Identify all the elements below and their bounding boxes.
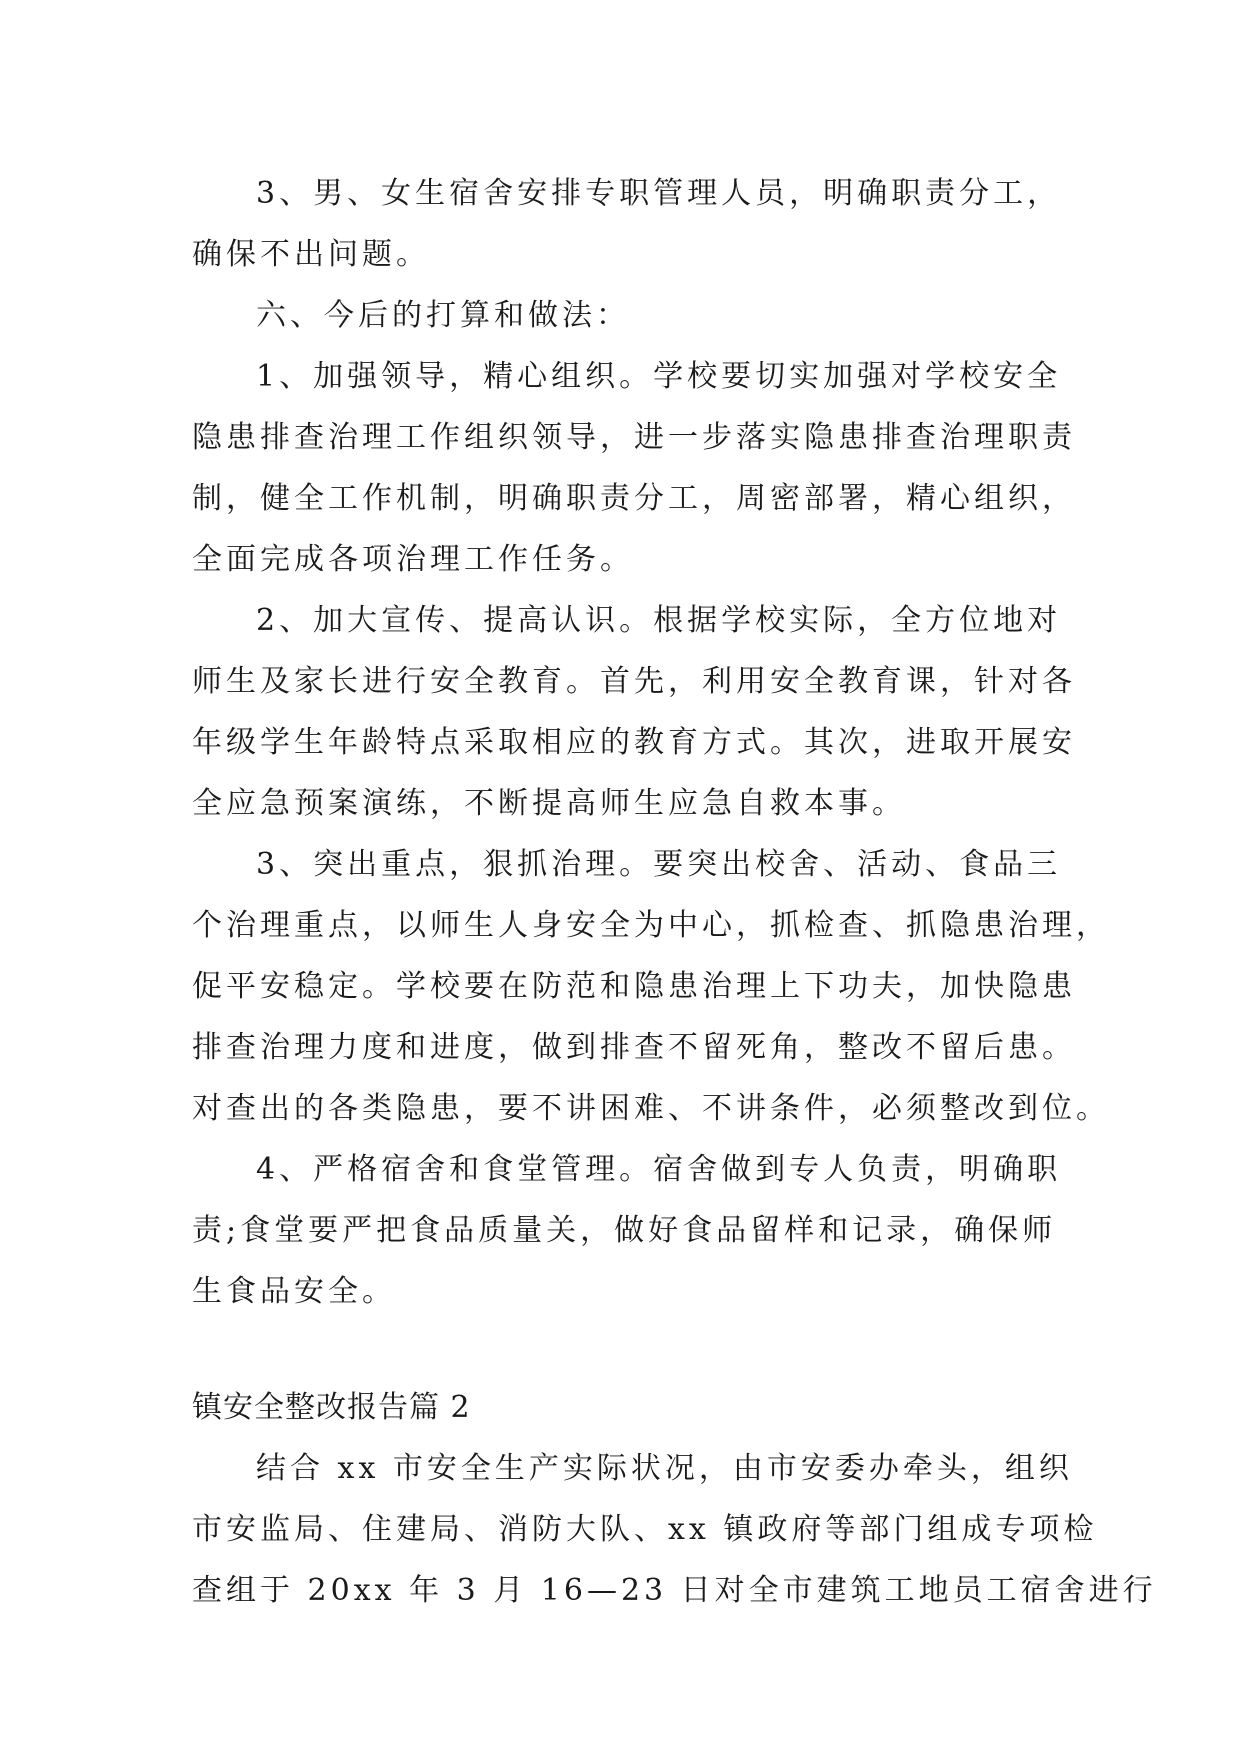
text-line: 促平安稳定。学校要在防范和隐患治理上下功夫，加快隐患 [192, 969, 1076, 1004]
text-line: 3、男、女生宿舍安排专职管理人员，明确职责分工， [256, 176, 1062, 211]
paragraph-publicity [192, 590, 1076, 834]
text-line: 结合 xx 市安全生产实际状况，由市安委办牵头，组织 [256, 1451, 1073, 1486]
text-line: 生食品安全。 [192, 1274, 396, 1309]
section-spacer [192, 1322, 1062, 1377]
text-line: 排查治理力度和进度，做到排查不留死角，整改不留后患。 [192, 1030, 1076, 1065]
text-line: 确保不出问题。 [192, 237, 430, 272]
text-line: 全面完成各项治理工作任务。 [192, 542, 634, 577]
text-line: 年级学生年龄特点采取相应的教育方式。其次，进取开展安 [192, 725, 1076, 760]
paragraph-key-points [192, 834, 1110, 1139]
section-heading-future-plans: 六、今后的打算和做法： [256, 298, 630, 333]
text-line: 对查出的各类隐患，要不讲困难、不讲条件，必须整改到位。 [192, 1091, 1110, 1126]
text-line: 隐患排查治理工作组织领导，进一步落实隐患排查治理职责 [192, 420, 1076, 455]
text-line: 师生及家长进行安全教育。首先，利用安全教育课，针对各 [192, 664, 1076, 699]
text-line: 3、突出重点，狠抓治理。要突出校舍、活动、食品三 [256, 847, 1062, 882]
text-line: 制，健全工作机制，明确职责分工，周密部署，精心组织， [192, 481, 1076, 516]
text-line: 4、严格宿舍和食堂管理。宿舍做到专人负责，明确职 [256, 1152, 1062, 1187]
document-body [192, 163, 1157, 1621]
paragraph-leadership [192, 346, 1076, 590]
text-line: 2、加大宣传、提高认识。根据学校实际，全方位地对 [256, 603, 1062, 638]
paragraph-dormitory-management [192, 163, 1062, 285]
paragraph-dormitory-canteen [192, 1139, 1062, 1322]
section-title-report-2: 镇安全整改报告篇 2 [192, 1390, 471, 1425]
text-line: 全应急预案演练，不断提高师生应急自救本事。 [192, 786, 906, 821]
text-line: 市安监局、住建局、消防大队、xx 镇政府等部门组成专项检 [192, 1512, 1098, 1547]
text-line: 责;食堂要严把食品质量关，做好食品留样和记录，确保师 [192, 1213, 1057, 1248]
paragraph-inspection [192, 1438, 1157, 1621]
text-line: 查组于 20xx 年 3 月 16—23 日对全市建筑工地员工宿舍进行 [192, 1573, 1157, 1608]
text-line: 1、加强领导，精心组织。学校要切实加强对学校安全 [256, 359, 1062, 394]
text-line: 个治理重点，以师生人身安全为中心，抓检查、抓隐患治理， [192, 908, 1110, 943]
